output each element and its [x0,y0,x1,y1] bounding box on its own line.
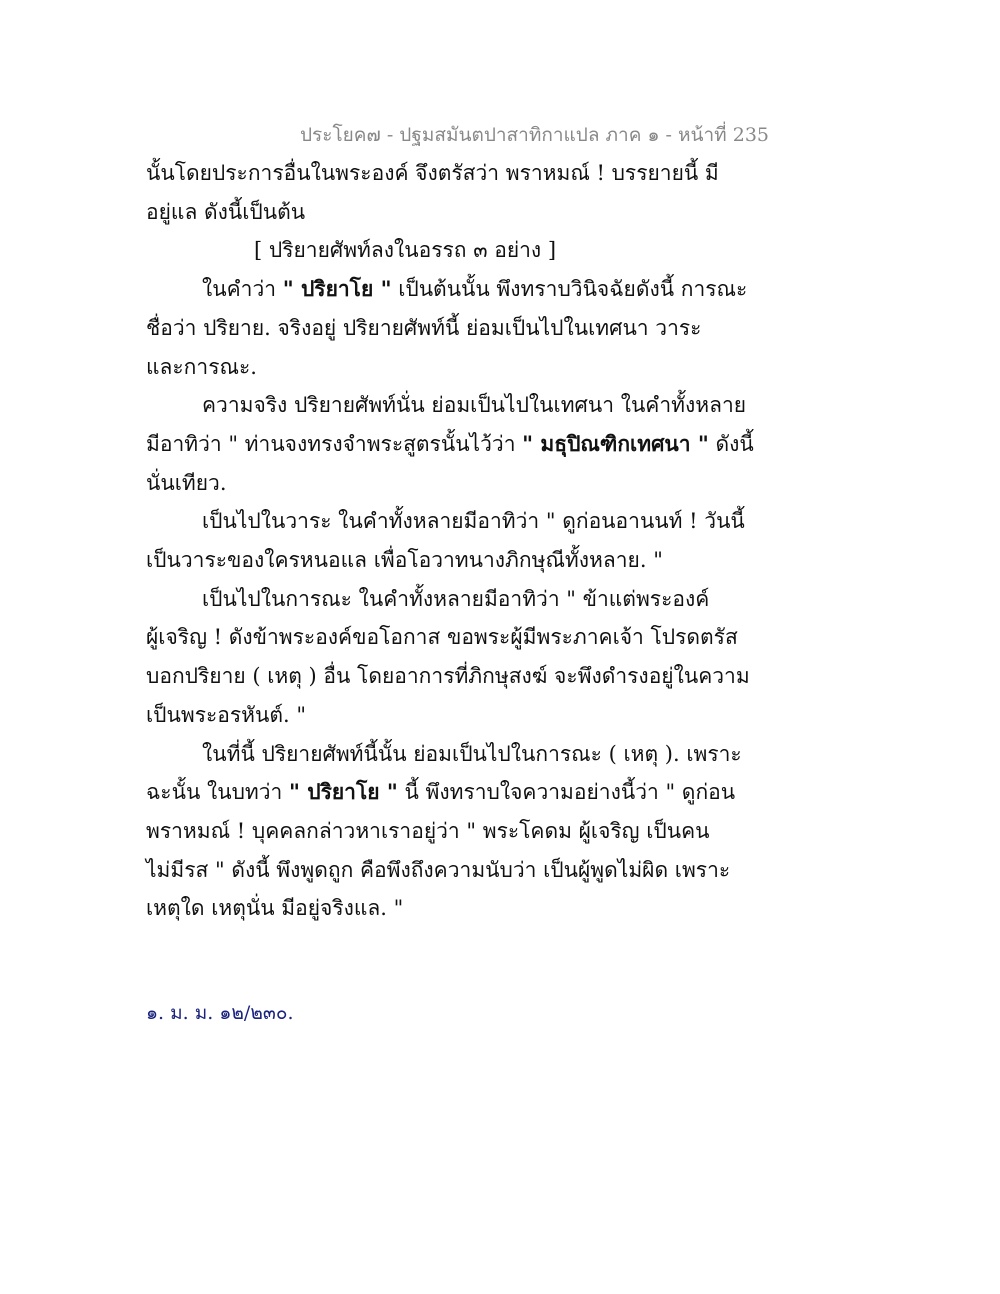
paragraph-line: และการณะ. [146,354,257,379]
line-text: เป็นต้นนั้น พึงทราบวินิจฉัยดังนี้ การณะ [391,277,748,302]
paragraph-line: ความจริง ปริยายศัพท์นั่น ย่อมเป็นไปในเทศนา ในคำทั้งหลาย [202,393,747,418]
paragraph-line: เป็นวาระของใครหนอแล เพื่อโอวาทนางภิกษุณีทั้งหลาย. " [146,548,663,573]
paragraph-line: ชื่อว่า ปริยาย. จริงอยู่ ปริยายศัพท์นี้ ย่อมเป็นไปในเทศนา วาระ [146,315,702,340]
paragraph-line: เป็นไปในวาระ ในคำทั้งหลายมีอาทิว่า " ดูก่อนอานนท์ ! วันนี้ [202,509,745,534]
footnote: ๑. ม. ม. ๑๒/๒๓๐. [146,1002,294,1024]
bold-term: " ปริยาโย " [289,779,398,805]
line-text: ในคำว่า [202,277,283,302]
line-text: มีอาทิว่า " ท่านจงทรงจำพระสูตรนั้นไว้ว่า [146,431,523,456]
paragraph-line: เป็นพระอรหันต์. " [146,702,307,727]
section-heading: [ ปริยายศัพท์ลงในอรรถ ๓ อย่าง ] [254,238,557,263]
paragraph-line: ผู้เจริญ ! ดังข้าพระองค์ขอโอกาส ขอพระผู้มีพระภาคเจ้า โปรดตรัส [146,625,738,650]
body-text [146,154,754,928]
paragraph-line [146,425,754,464]
paragraph-line: นั่นเทียว. [146,470,227,495]
paragraph-line: ไม่มีรส " ดังนี้ พึงพูดถูก คือพึงถึงความนับว่า เป็นผู้พูดไม่ผิด เพราะ [146,857,731,882]
line-text: นี้ พึงทราบใจความอย่างนี้ว่า " ดูก่อน [397,780,736,805]
paragraph-line: บอกปริยาย ( เหตุ ) อื่น โดยอาการที่ภิกษุสงฆ์ จะพึงดำรงอยู่ในความ [146,664,750,689]
paragraph-line: เป็นไปในการณะ ในคำทั้งหลายมีอาทิว่า " ข้าแต่พระองค์ [202,586,710,611]
line-text: ดังนี้ [708,431,754,456]
paragraph-line: พราหมณ์ ! บุคคลกล่าวหาเราอยู่ว่า " พระโคดม ผู้เจริญ เป็นคน [146,818,710,843]
bold-term: " ปริยาโย " [282,276,392,302]
bold-term: " มธุปิณฑิกเทศนา " [522,430,709,456]
paragraph-line: ในที่นี้ ปริยายศัพท์นี้นั้น ย่อมเป็นไปในการณะ ( เหตุ ). เพราะ [202,741,742,766]
paragraph-line: เหตุใด เหตุนั่น มีอยู่จริงแล. " [146,896,404,921]
line-text: ฉะนั้น ในบทว่า [146,780,290,805]
paragraph-line [146,270,748,309]
paragraph-line: นั้นโดยประการอื่นในพระองค์ จึงตรัสว่า พราหมณ์ ! บรรยายนี้ มี [146,161,719,185]
page-header: ประโยค๗ - ปฐมสมันตปาสาทิกาแปล ภาค ๑ - หน้าที่ 235 [300,124,770,146]
paragraph-line [146,773,736,812]
paragraph-line: อยู่แล ดังนี้เป็นต้น [146,199,306,224]
